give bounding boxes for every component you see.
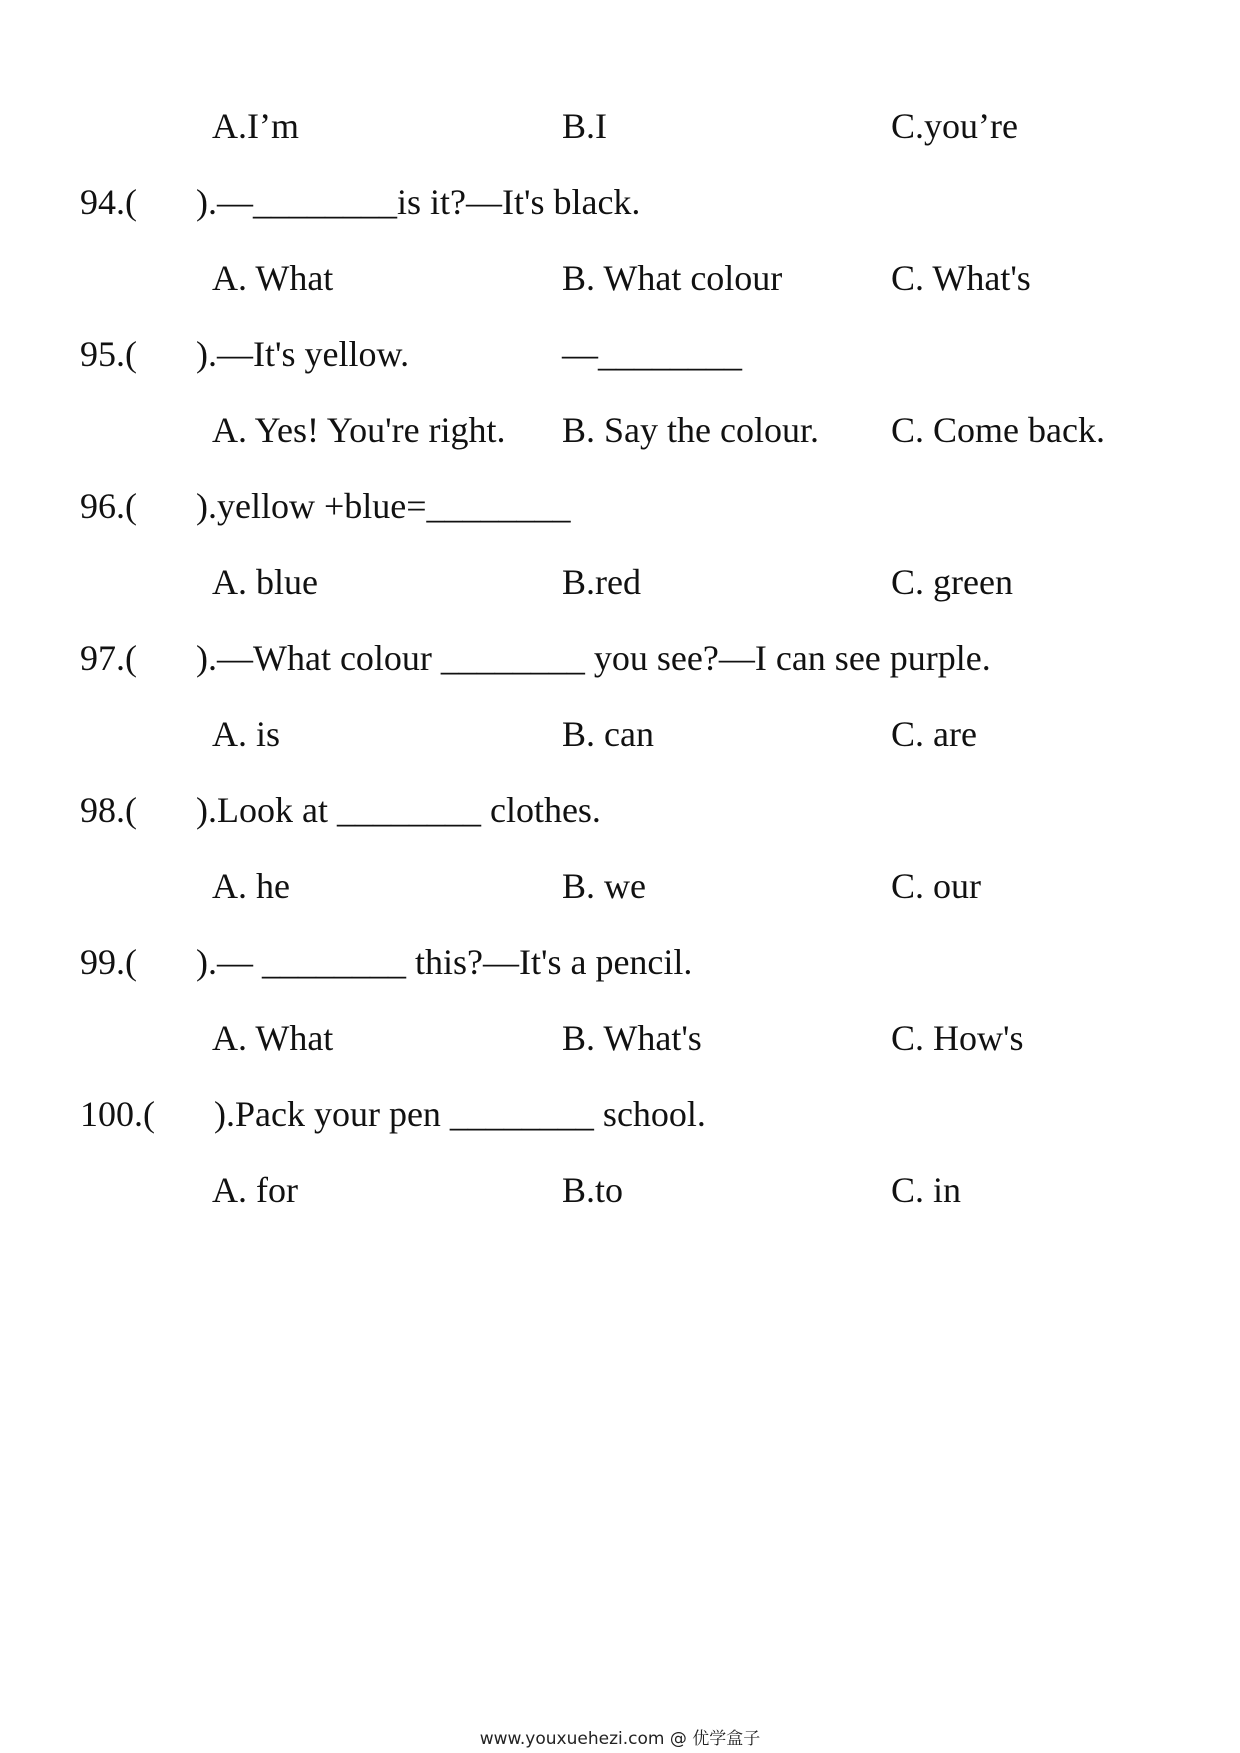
question-number: 99.(	[80, 942, 137, 982]
option-b: B.red	[562, 562, 641, 602]
question-text: ).—________is it?—It's black.	[196, 182, 641, 222]
option-c: C. green	[891, 562, 1013, 602]
option-b: B. we	[562, 866, 646, 906]
options-row-94	[0, 250, 1240, 306]
question-text: ).Pack your pen ________ school.	[214, 1094, 706, 1134]
question-96	[0, 478, 1240, 534]
options-row-96	[0, 554, 1240, 610]
option-c: C. are	[891, 714, 977, 754]
question-number: 96.(	[80, 486, 137, 526]
question-100	[0, 1086, 1240, 1142]
options-row-98	[0, 858, 1240, 914]
question-number: 97.(	[80, 638, 137, 678]
question-text: ).— ________ this?—It's a pencil.	[196, 942, 693, 982]
answer-blank: —________	[562, 334, 742, 374]
option-a: A. What	[212, 258, 334, 298]
options-row-95	[0, 402, 1240, 458]
question-text: ).Look at ________ clothes.	[196, 790, 601, 830]
question-number: 98.(	[80, 790, 137, 830]
option-b: B. Say the colour.	[562, 410, 819, 450]
option-c: C. How's	[891, 1018, 1024, 1058]
option-b: B.to	[562, 1170, 624, 1210]
options-row-100	[0, 1162, 1240, 1218]
question-text: ).yellow +blue=________	[196, 486, 571, 526]
question-94	[0, 174, 1240, 230]
option-a: A. Yes! You're right.	[212, 410, 506, 450]
option-a: A. blue	[212, 562, 318, 602]
footer-watermark: www.youxuehezi.com @ 优学盒子	[479, 1729, 761, 1749]
option-a: A. for	[212, 1170, 298, 1210]
question-text: ).—What colour ________ you see?—I can see purple.	[196, 638, 991, 678]
question-number: 94.(	[80, 182, 137, 222]
option-c: C. our	[891, 866, 981, 906]
option-c: C.you’re	[891, 106, 1018, 146]
question-95	[0, 326, 1240, 382]
option-c: C. What's	[891, 258, 1031, 298]
option-a: A.I’m	[212, 106, 299, 146]
option-a: A. is	[212, 714, 281, 754]
option-c: C. Come back.	[891, 410, 1105, 450]
option-c: C. in	[891, 1170, 962, 1210]
option-a: A. What	[212, 1018, 334, 1058]
question-99	[0, 934, 1240, 990]
option-a: A. he	[212, 866, 290, 906]
option-b: B. can	[562, 714, 654, 754]
option-b: B.I	[562, 106, 607, 146]
option-b: B. What's	[562, 1018, 702, 1058]
question-97	[0, 630, 1240, 686]
options-row-97	[0, 706, 1240, 762]
question-98	[0, 782, 1240, 838]
options-row-99	[0, 1010, 1240, 1066]
option-b: B. What colour	[562, 258, 783, 298]
options-row-93	[0, 98, 1240, 154]
question-number: 95.(	[80, 334, 137, 374]
question-text: ).—It's yellow.	[196, 334, 410, 374]
question-number: 100.(	[80, 1094, 155, 1134]
